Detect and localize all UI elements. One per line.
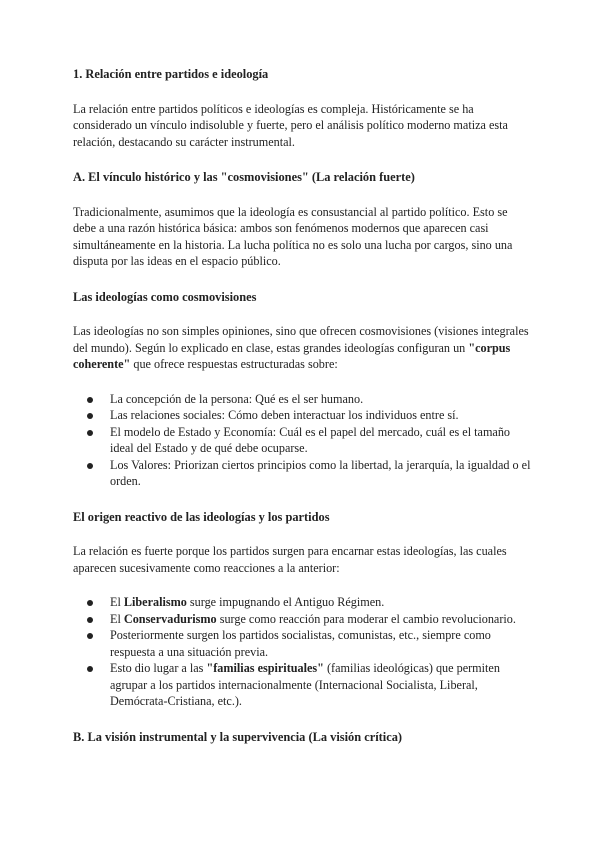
origen-list (73, 594, 533, 710)
section-a-heading: A. El vínculo histórico y las "cosmovisiones" (La relación fuerte) (73, 170, 415, 184)
list-item-text: La concepción de la persona: Qué es el ser humano. (110, 391, 364, 406)
list-item-text-post: (familias ideológicas) que permiten agrupar a los partidos internacionalmente (Internacional Socialista, Liberal, Demócrata-Cristiana, etc.). (110, 661, 500, 708)
cosmovisiones-body-text-2: que ofrece respuestas estructuradas sobre: (130, 357, 338, 371)
list-item (73, 457, 533, 490)
list-item (73, 611, 533, 628)
list-item-text: Los Valores: Priorizan ciertos principios como la libertad, la jerarquía, la igualdad o el orden. (110, 457, 531, 488)
bullet-icon (87, 600, 93, 606)
document-page (73, 66, 533, 745)
origen-heading: El origen reactivo de las ideologías y los partidos (73, 509, 330, 524)
bullet-icon (87, 617, 93, 623)
list-item (73, 407, 533, 424)
list-item (73, 424, 533, 457)
list-item-text-pre: Esto dio lugar a las (110, 661, 207, 675)
list-item-text: Posteriormente surgen los partidos socialistas, comunistas, etc., siempre como respuesta a una situación previa. (110, 628, 491, 659)
list-item (73, 660, 533, 710)
list-item-text-pre: El (110, 595, 124, 609)
cosmovisiones-body (73, 323, 533, 373)
bullet-icon (87, 413, 93, 419)
cosmovisiones-list (73, 391, 533, 490)
list-item (73, 594, 533, 611)
section-a-body: Tradicionalmente, asumimos que la ideología es consustancial al partido político. Esto se debe a una razón histórica básica: ambos son fenómenos modernos que aparecen casi simultáneamente en la historia. La lucha política no es solo una lucha por cargos, sino una disputa por las ideas en el espacio público. (73, 204, 513, 268)
familias-espirituales-emphasis: "familias espirituales" (206, 661, 324, 675)
cosmovisiones-heading: Las ideologías como cosmovisiones (73, 289, 257, 304)
corpus-coherente-emphasis: "corpus coherente" (73, 340, 511, 371)
bullet-icon (87, 666, 93, 672)
list-item-text-post: surge como reacción para moderar el cambio revolucionario. (216, 611, 516, 626)
conservadurismo-emphasis: Conservadurismo (123, 611, 217, 626)
section-1-intro: La relación entre partidos políticos e ideologías es compleja. Históricamente se ha considerado un vínculo indisoluble y fuerte, pero el análisis político moderno matiza esta relación, destacando su carácter instrumental. (73, 101, 508, 149)
list-item-text: Las relaciones sociales: Cómo deben interactuar los individuos entre sí. (110, 408, 459, 422)
section-1-heading: 1. Relación entre partidos e ideología (73, 67, 269, 81)
list-item-text-pre: El (110, 611, 124, 626)
list-item (73, 627, 533, 660)
bullet-icon (87, 397, 93, 403)
liberalismo-emphasis: Liberalismo (123, 595, 187, 609)
bullet-icon (87, 430, 93, 436)
list-item-text: El modelo de Estado y Economía: Cuál es el papel del mercado, cuál es el tamaño ideal del Estado y de qué debe ocuparse. (110, 424, 511, 455)
bullet-icon (87, 633, 93, 639)
list-item-text-post: surge impugnando el Antiguo Régimen. (186, 595, 385, 609)
section-b-heading: B. La visión instrumental y la supervivencia (La visión crítica) (73, 729, 403, 744)
list-item (73, 391, 533, 408)
cosmovisiones-body-text-1: Las ideologías no son simples opiniones, sino que ofrecen cosmovisiones (visiones integrales del mundo). Según lo explicado en clase, estas grandes ideologías configuran un (73, 324, 529, 355)
bullet-icon (87, 463, 93, 469)
origen-body: La relación es fuerte porque los partidos surgen para encarnar estas ideologías, las cuales aparecen sucesivamente como reacciones a la anterior: (73, 544, 507, 575)
